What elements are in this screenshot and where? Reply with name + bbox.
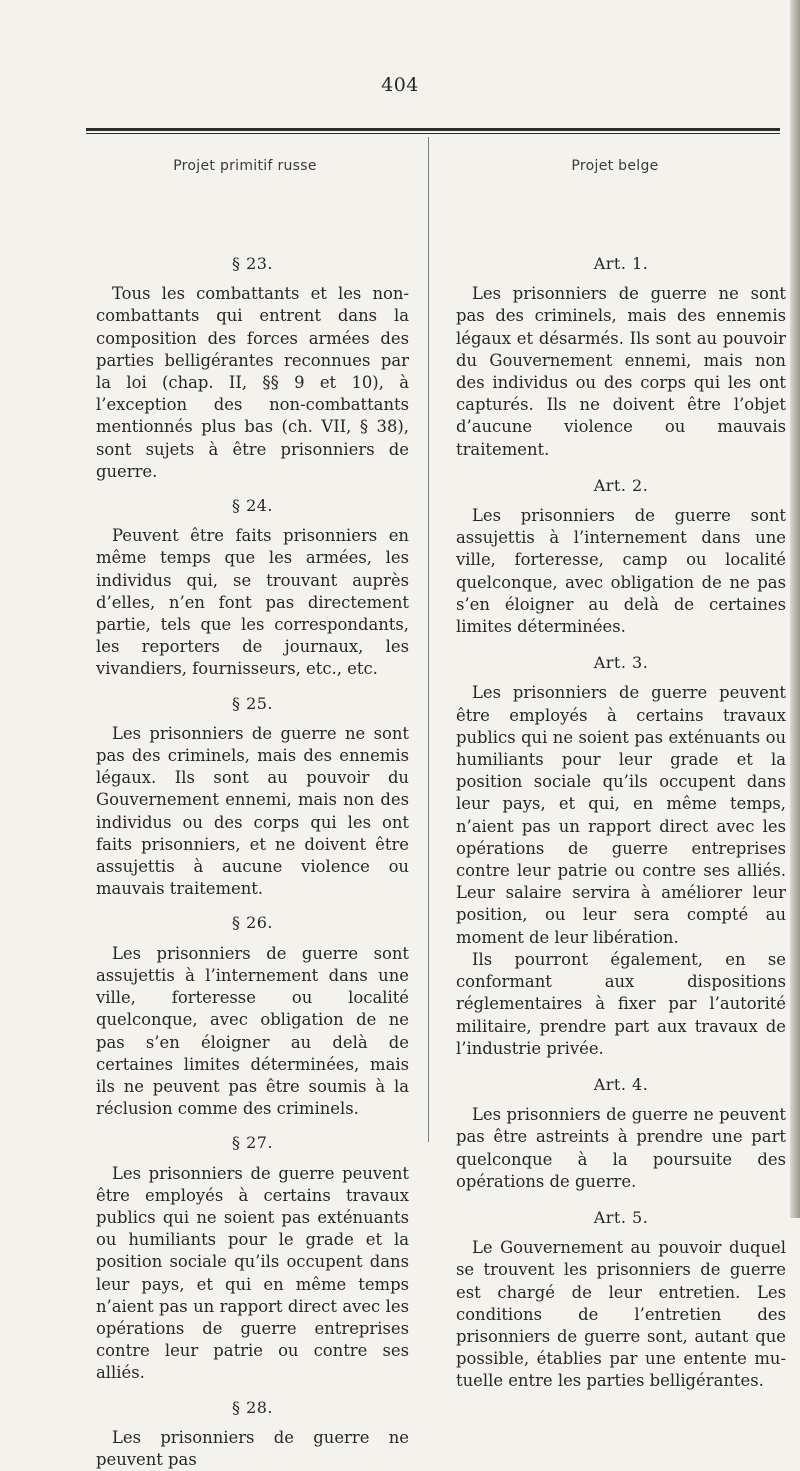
article-heading-5: Art. 5. [593,1207,649,1227]
article-text-4: Les prisonniers de guerre ne peuvent pas être astreints à prendre une part quelconque à la poursuite des opérations de guerre. [456,1105,786,1191]
section-text-23: Tous les combattants et les non-combattants qui entrent dans la composition des forces armées des parties belligérantes reconnues par la loi (chap. II, §§ 9 et 10), à l’exception des non-combattants mentionnés plus bas (ch. VII, § 38), sont sujets à être prisonniers de guerre. [96,284,409,481]
section-text-26: Les prisonniers de guerre sont assujettis à l’internement dans une ville, forteresse ou localité quelconque, avec obligation de ne pas s’en éloigner au delà de certaines limites déterminées, mais ils ne peuvent pas être soumis à la réclusion comme des criminels. [96,943,409,1119]
section-text-28: Les prisonniers de guerre ne peuvent pas [96,1427,409,1469]
section-text-25: Les prisonniers de guerre ne sont pas des criminels, mais des ennemis légaux. Ils sont au pouvoir du Gouvernement ennemi, mais non des individus ou des corps qui les ont faits prisonniers, et ne doivent être assujettis à aucune violence ou mauvais traitement. [96,723,409,899]
section-heading-25: § 25. [231,693,274,713]
section-heading-28: § 28. [231,1397,274,1417]
section-heading-24: § 24. [231,496,274,516]
article-text-2: Les prisonniers de guerre sont assujettis à l’internement dans une ville, forteresse, camp ou localité quelconque, avec obligation de ne pas s’en éloigner au delà de certaines limites déterminées. [456,506,786,637]
article-text-3: Les prisonniers de guerre peuvent être employés à certains travaux publics qui ne soient pas exténuants ou humiliants pour leur grade et la position sociale qu’ils occupent dans leur pays, et qui, en même temps, n’aient pas un rapport direct avec les opérations de guerre entreprises contre leur patrie ou contre ses alliés. Leur salaire servira à améliorer leur position, ou leur sera compté au moment de leur libération. [456,683,786,947]
section-heading-23: § 23. [231,254,274,273]
section-heading-27: § 27. [231,1133,274,1153]
article-heading-4: Art. 4. [593,1074,649,1094]
article-heading-1: Art. 1. [593,254,649,273]
right-column-belgian-draft [456,253,786,1393]
section-text-27: Les prisonniers de guerre peuvent être employés à certains travaux publics qui ne soient pas exténuants ou humiliants pour le grade et la position sociale qu’ils occupent dans leur pays, et qui en même temps n’aient pas un rapport direct avec les opérations de guerre entreprises contre leur patrie ou contre ses alliés. [96,1163,409,1383]
header-rule-thin [86,133,780,134]
section-heading-26: § 26. [231,913,274,933]
section-text-24: Peuvent être faits prisonniers en même temps que les armées, les individus qui, se trouvant auprès d’elles, n’en font pas directement partie, tels que les correspondants, les reporters de journaux, les vivandiers, fournisseurs, etc., etc. [96,526,409,679]
page-edge-shadow [790,0,800,1218]
header-rule-thick [86,128,780,131]
article-text-3-continued: Ils pourront également, en se conformant aux dispositions réglementaires à fixer par l’autorité militaire, prendre part aux travaux de l’industrie privée. [456,949,786,1058]
left-column-russian-draft [96,253,409,1471]
article-heading-2: Art. 2. [593,475,649,495]
page-number: 404 [381,74,419,96]
left-column-header: Projet primitif russe [173,158,317,174]
article-heading-3: Art. 3. [593,653,649,673]
article-text-5: Le Gouvernement au pouvoir duquel se trouvent les prisonniers de guerre est chargé de leur entretien. Les conditions de l’entretien des prisonniers de guerre sont, autant que possible, établies par une entente mutuelle entre les parties belligérantes. [456,1238,786,1391]
right-column-header: Projet belge [571,158,659,174]
article-text-1: Les prisonniers de guerre ne sont pas des criminels, mais des ennemis légaux et désarmés. Ils sont au pouvoir du Gouvernement ennemi, mais non des individus ou des corps qui les ont capturés. Ils ne doivent être l’objet d’aucune violence ou mauvais traitement. [456,284,786,459]
column-divider [428,137,429,1142]
